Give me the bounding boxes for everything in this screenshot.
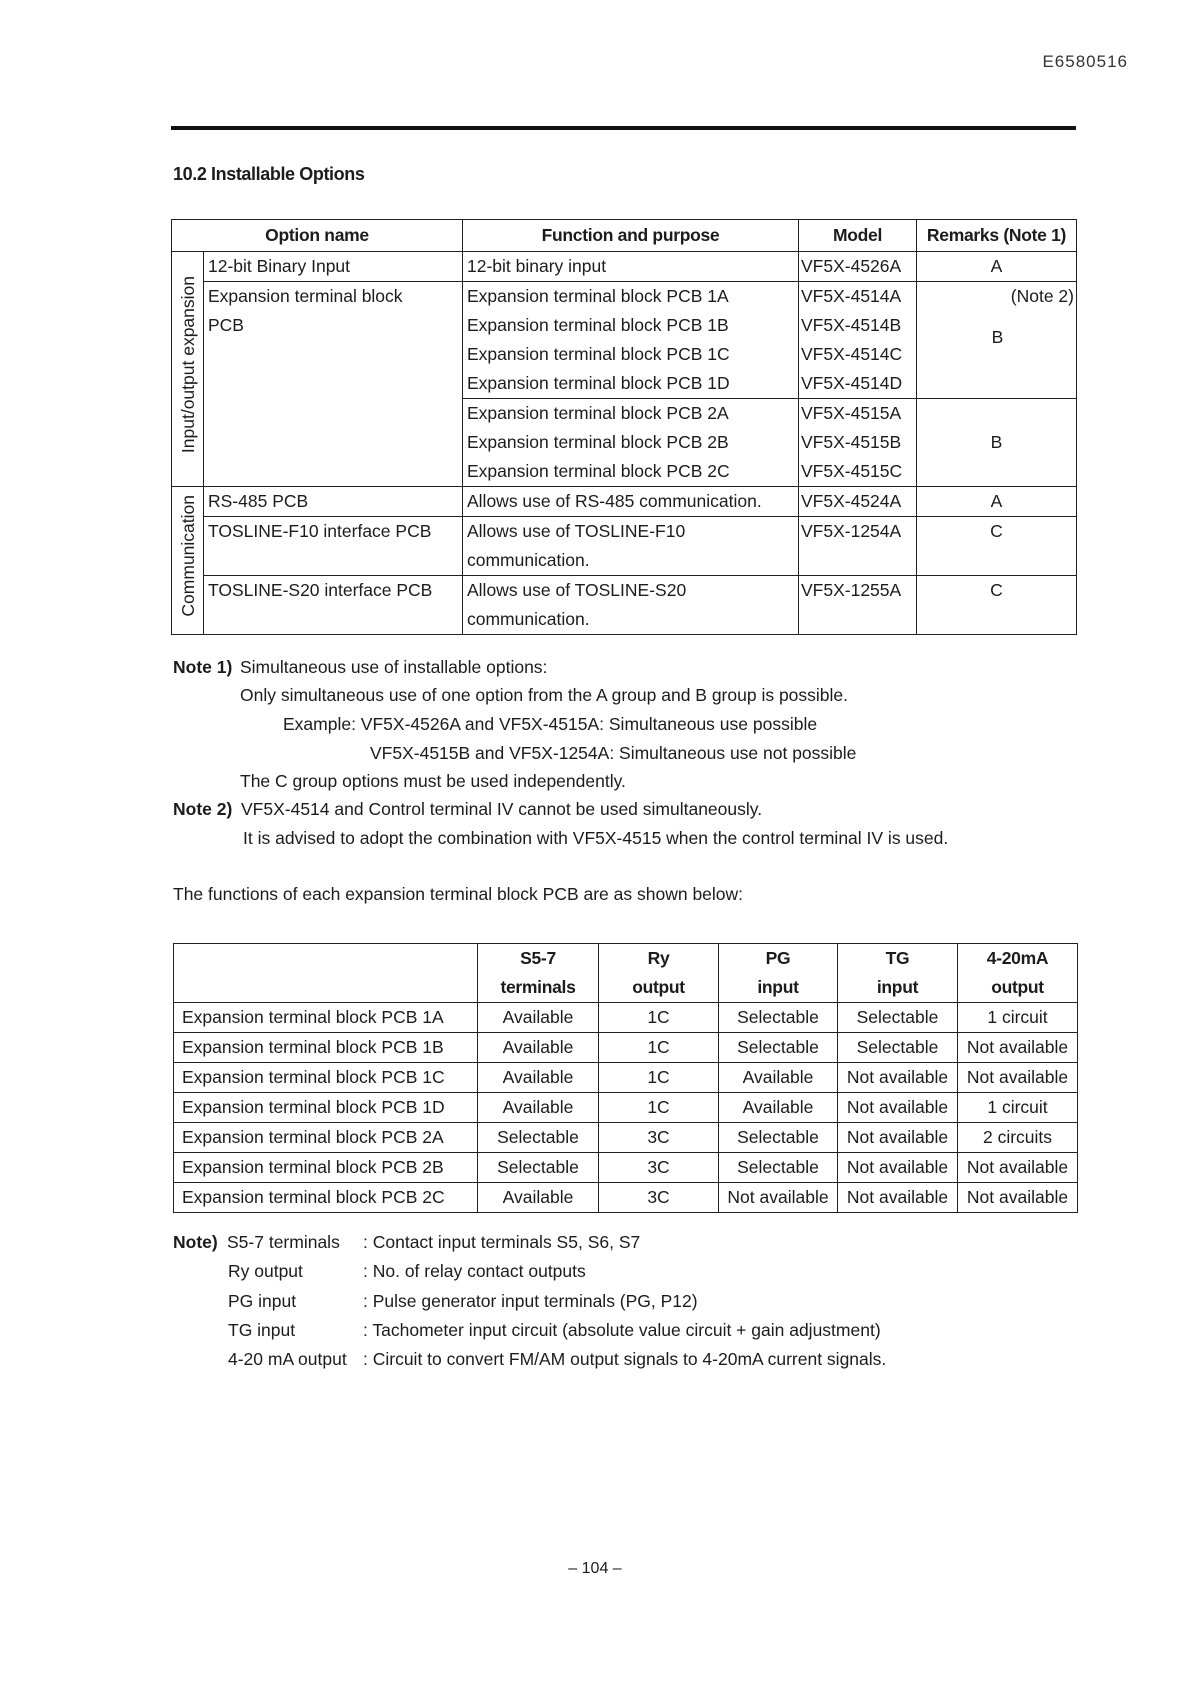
header-line: 4-20mA [986, 948, 1049, 968]
cell-pg: Available [719, 1093, 838, 1123]
function-cell [463, 252, 799, 282]
cell-ry: 1C [599, 1033, 719, 1063]
model-text: VF5X-4514C [801, 344, 903, 364]
cell-ry: 3C [599, 1183, 719, 1213]
option-name: PCB [208, 315, 244, 335]
note2-label: Note 2) [173, 799, 233, 819]
function-text: Expansion terminal block PCB 1D [467, 373, 730, 393]
model-text: VF5X-4515A [801, 403, 902, 423]
option-cell [204, 252, 463, 282]
remarks-text: C [990, 521, 1003, 541]
row-label: Expansion terminal block PCB 2C [174, 1183, 478, 1213]
expansion-functions-table [173, 943, 1078, 1213]
header-line: PG [765, 948, 791, 968]
model-cell [799, 487, 917, 517]
table-row [172, 252, 1077, 282]
remarks-text: A [990, 491, 1003, 511]
header-s57 [478, 944, 599, 1003]
legend-term: TG input [228, 1320, 296, 1340]
option-cell [204, 576, 463, 635]
row-label: Expansion terminal block PCB 1D [174, 1093, 478, 1123]
table-row [174, 1153, 1078, 1183]
option-name: Expansion terminal block [208, 286, 403, 306]
option-name: RS-485 PCB [208, 491, 309, 511]
cell-s57: Available [478, 1003, 599, 1033]
group-label: Communication [177, 495, 198, 617]
legend-label: Note) [173, 1232, 218, 1252]
model-text: VF5X-1254A [801, 521, 902, 541]
row-label: Expansion terminal block PCB 1B [174, 1033, 478, 1063]
function-text: 12-bit binary input [467, 256, 607, 276]
remarks-cell [917, 576, 1077, 635]
legend-desc: : Tachometer input circuit (absolute value circuit + gain adjustment) [363, 1320, 881, 1340]
header-remarks: Remarks (Note 1) [917, 220, 1077, 252]
option-name: TOSLINE-S20 interface PCB [208, 580, 433, 600]
header-rule [171, 126, 1076, 130]
model-text: VF5X-4526A [801, 256, 902, 276]
cell-tg: Selectable [838, 1003, 958, 1033]
header-line: S5-7 [520, 948, 556, 968]
section-title: 10.2 Installable Options [173, 164, 365, 184]
cell-tg: Selectable [838, 1033, 958, 1063]
option-cell [204, 487, 463, 517]
function-cell [463, 517, 799, 576]
cell-4-20ma: 2 circuits [958, 1123, 1078, 1153]
remarks-cell [917, 282, 1077, 399]
remarks-text: B [990, 432, 1003, 452]
row-label: Expansion terminal block PCB 2B [174, 1153, 478, 1183]
function-text: communication. [467, 550, 590, 570]
legend-term: PG input [228, 1291, 297, 1311]
legend-desc: : Circuit to convert FM/AM output signals to 4-20mA current signals. [363, 1349, 887, 1369]
remarks-text: A [990, 256, 1003, 276]
option-name: TOSLINE-F10 interface PCB [208, 521, 432, 541]
model-text: VF5X-4515B [801, 432, 902, 452]
cell-tg: Not available [838, 1183, 958, 1213]
header-4-20ma [958, 944, 1078, 1003]
header-model: Model [799, 220, 917, 252]
functions-intro: The functions of each expansion terminal block PCB are as shown below: [173, 884, 744, 904]
model-cell [799, 517, 917, 576]
cell-4-20ma: Not available [958, 1033, 1078, 1063]
function-text: communication. [467, 609, 590, 629]
note1-line: VF5X-4515B and VF5X-1254A: Simultaneous use not possible [370, 743, 857, 763]
cell-pg: Not available [719, 1183, 838, 1213]
table-row [172, 517, 1077, 576]
group-communication [172, 487, 204, 635]
cell-tg: Not available [838, 1153, 958, 1183]
remarks-cell [917, 487, 1077, 517]
group-io-expansion [172, 252, 204, 487]
function-cell [463, 399, 799, 487]
table-row [174, 1003, 1078, 1033]
header-line: input [757, 977, 799, 997]
legend-term: 4-20 mA output [228, 1349, 347, 1369]
model-cell [799, 576, 917, 635]
cell-pg: Selectable [719, 1003, 838, 1033]
function-text: Allows use of TOSLINE-S20 [467, 580, 687, 600]
table-row [172, 282, 1077, 399]
option-cell [204, 517, 463, 576]
note1-line: Example: VF5X-4526A and VF5X-4515A: Simultaneous use possible [283, 714, 818, 734]
cell-s57: Selectable [478, 1153, 599, 1183]
cell-s57: Available [478, 1033, 599, 1063]
remarks-text: C [990, 580, 1003, 600]
header-pg [719, 944, 838, 1003]
remarks-text: B [991, 327, 1004, 347]
model-cell [799, 282, 917, 399]
cell-ry: 3C [599, 1123, 719, 1153]
cell-s57: Available [478, 1063, 599, 1093]
cell-tg: Not available [838, 1063, 958, 1093]
cell-ry: 3C [599, 1153, 719, 1183]
function-text: Expansion terminal block PCB 2C [467, 461, 730, 481]
table-header-row [172, 220, 1077, 252]
header-line: output [991, 977, 1044, 997]
remarks-note: (Note 2) [1010, 286, 1074, 306]
remarks-cell [917, 517, 1077, 576]
note1-label: Note 1) [173, 657, 233, 677]
model-text: VF5X-4524A [801, 491, 902, 511]
cell-pg: Selectable [719, 1033, 838, 1063]
function-cell [463, 282, 799, 399]
legend-desc: : Pulse generator input terminals (PG, P12) [363, 1291, 698, 1311]
legend-desc: : Contact input terminals S5, S6, S7 [363, 1232, 641, 1252]
option-cell [204, 282, 463, 487]
model-text: VF5X-1255A [801, 580, 902, 600]
function-cell [463, 576, 799, 635]
function-text: Allows use of RS-485 communication. [467, 491, 762, 511]
cell-s57: Available [478, 1093, 599, 1123]
row-label: Expansion terminal block PCB 1C [174, 1063, 478, 1093]
header-line: TG [885, 948, 910, 968]
note2-text: VF5X-4514 and Control terminal IV cannot be used simultaneously. [241, 799, 763, 819]
table-row [174, 1123, 1078, 1153]
note1-line: The C group options must be used independently. [240, 771, 626, 791]
remarks-cell [917, 252, 1077, 282]
model-cell [799, 252, 917, 282]
function-cell [463, 487, 799, 517]
header-line: terminals [500, 977, 576, 997]
cell-tg: Not available [838, 1093, 958, 1123]
header-option-name: Option name [172, 220, 463, 252]
remarks-cell [917, 399, 1077, 487]
model-text: VF5X-4515C [801, 461, 903, 481]
table-row [174, 1093, 1078, 1123]
table-row [174, 1063, 1078, 1093]
table-row [172, 576, 1077, 635]
table-row [174, 1183, 1078, 1213]
legend-term: Ry output [228, 1261, 303, 1281]
cell-pg: Selectable [719, 1153, 838, 1183]
cell-ry: 1C [599, 1063, 719, 1093]
cell-4-20ma: Not available [958, 1153, 1078, 1183]
cell-4-20ma: 1 circuit [958, 1093, 1078, 1123]
cell-4-20ma: Not available [958, 1063, 1078, 1093]
cell-pg: Available [719, 1063, 838, 1093]
cell-ry: 1C [599, 1093, 719, 1123]
note1-line: Only simultaneous use of one option from the A group and B group is possible. [240, 685, 849, 705]
cell-ry: 1C [599, 1003, 719, 1033]
cell-s57: Selectable [478, 1123, 599, 1153]
cell-pg: Selectable [719, 1123, 838, 1153]
model-cell [799, 399, 917, 487]
function-text: Allows use of TOSLINE-F10 [467, 521, 686, 541]
installable-options-table [171, 219, 1077, 635]
cell-tg: Not available [838, 1123, 958, 1153]
header-line: output [632, 977, 685, 997]
header-ry [599, 944, 719, 1003]
table-row [172, 487, 1077, 517]
option-name: 12-bit Binary Input [208, 256, 351, 276]
cell-4-20ma: 1 circuit [958, 1003, 1078, 1033]
row-label: Expansion terminal block PCB 2A [174, 1123, 478, 1153]
model-text: VF5X-4514B [801, 315, 902, 335]
header-blank [174, 944, 478, 1003]
document-code: E6580516 [1042, 52, 1128, 71]
model-text: VF5X-4514A [801, 286, 902, 306]
legend-desc: : No. of relay contact outputs [363, 1261, 586, 1281]
cell-4-20ma: Not available [958, 1183, 1078, 1213]
header-function: Function and purpose [463, 220, 799, 252]
table-header-row [174, 944, 1078, 1003]
header-line: Ry [647, 948, 670, 968]
row-label: Expansion terminal block PCB 1A [174, 1003, 478, 1033]
header-tg [838, 944, 958, 1003]
table-row [174, 1033, 1078, 1063]
function-text: Expansion terminal block PCB 1B [467, 315, 729, 335]
note1-text: Simultaneous use of installable options: [240, 657, 548, 677]
function-text: Expansion terminal block PCB 1C [467, 344, 730, 364]
cell-s57: Available [478, 1183, 599, 1213]
function-text: Expansion terminal block PCB 2A [467, 403, 729, 423]
header-line: input [876, 977, 919, 997]
function-text: Expansion terminal block PCB 2B [467, 432, 729, 452]
group-label: Input/output expansion [177, 275, 198, 454]
legend-term: S5-7 terminals [227, 1232, 340, 1252]
note2-line: It is advised to adopt the combination with VF5X-4515 when the control terminal IV is used. [243, 828, 949, 848]
model-text: VF5X-4514D [801, 373, 903, 393]
function-text: Expansion terminal block PCB 1A [467, 286, 729, 306]
page-number: – 104 – [568, 1560, 622, 1577]
